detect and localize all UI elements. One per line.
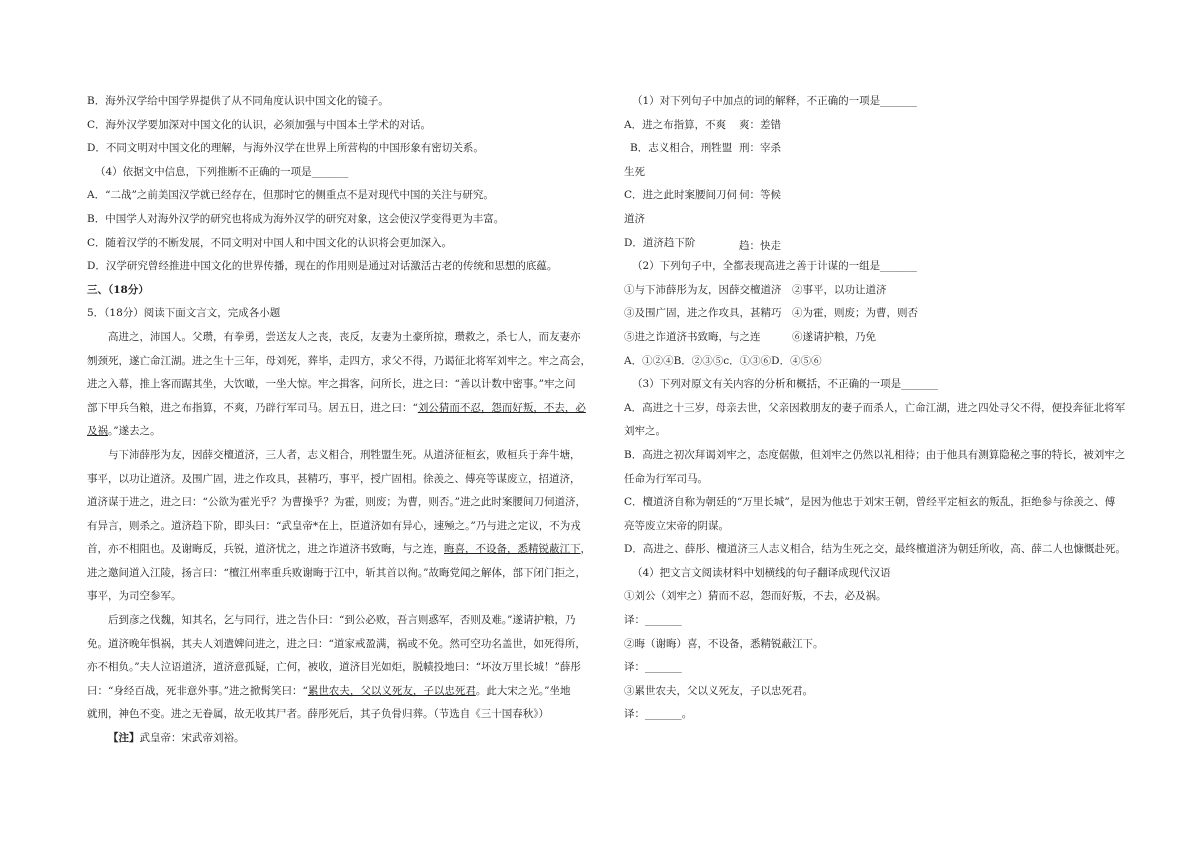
answer-blank: 译：_______。 [624, 708, 693, 721]
option-line: D．不同文明对中国文化的理解，与海外汉学在世界上所营构的中国形象有密切关系。 [87, 142, 484, 155]
option-line: A．“二战”之前美国汉学就已经存在，但那时它的侧重点不是对现代中国的关注与研究。 [87, 189, 494, 202]
question-stem: 5．（18分）阅读下面文言文，完成各小题 [87, 307, 281, 320]
option-line: ①与下沛薛彤为友，因薛交檀道济 ②事平，以功让道济 [624, 283, 887, 296]
option-line: 刘牢之。 [624, 425, 666, 438]
passage-line: 及祸。”遂去之。 [87, 425, 161, 438]
option-row: C．进之此时案腰间刀伺 伺：等候 [624, 189, 781, 202]
passage-line: 亦不相负。”夫人泣语道济，道济意孤疑，亡何，被收，道济目光如炬，脱帻投地曰：“坏汝万里长城！”薛彤 [87, 661, 581, 674]
option-row: A．进之布指算，不爽 爽：差错 [624, 118, 781, 131]
option-line: 亮等废立宋帝的阴谋。 [624, 519, 729, 532]
option-line: C．随着汉学的不断发展，不同文明对中国人和中国文化的认识将会更加深入。 [87, 236, 453, 249]
passage-line: 进之入幕，推上客而踞其坐，大饮噉，一坐大惊。牢之揖客，问所长，进之曰：“善以计数中密事。”牢之问 [87, 378, 576, 391]
option-line: C．檀道济自称为朝廷的“万里长城”，是因为他忠于刘宋王朝，曾经平定桓玄的叛乱，拒绝参与徐羡之、傅 [624, 496, 1116, 509]
passage-line: 后到彦之伐魏，知其名，乞与同行，进之告仆曰：“到公必败，吾言则惑军，否则及难。”遂请护粮，乃 [108, 614, 576, 627]
passage-line: 事平，以功让道济。及围广固，进之作攻具，甚精巧，事平，授广固相。徐羡之、傅亮等谋废立，招道济， [87, 472, 581, 485]
underlined-sentence: 刘公猜而不忍，怨而好叛，不去，必 [417, 401, 586, 414]
underlined-sentence: 累世农夫，父以义死友，子以忠死君 [307, 684, 476, 697]
option-row: 生死 [624, 165, 645, 178]
option-line: D．汉学研究曾经推进中国文化的世界传播，现在的作用则是通过对话激活古老的传统和思想的底蕴。 [87, 260, 558, 273]
right-column [624, 90, 1159, 727]
option-line: 任命为行军司马。 [624, 472, 708, 485]
option-line: D．高进之、薛彤、檀道济三人志义相合，结为生死之交，最终檀道济为朝廷所收，高、薛二人也慷慨赴死。 [624, 543, 1126, 556]
footnote: 【注】武皇帝：宋武帝刘裕。 [108, 732, 245, 745]
question-stem: （2）下列句子中，全都表现高进之善于计谋的一组是_______ [632, 260, 917, 273]
option-line: B．高进之初次拜谒刘牢之，态度倨傲，但刘牢之仍然以礼相待；由于他具有测算隐秘之事的特长，被刘牢之 [624, 448, 1126, 461]
section-heading: 三、（18分） [87, 283, 149, 296]
question-stem: （4）把文言文阅读材料中划横线的句子翻译成现代汉语 [632, 566, 891, 579]
passage-line: 与下沛薛彤为友，因薛交檀道济，三人者，志义相合，刑牲盟生死。从道济征桓玄，败桓兵于奔牛塘， [108, 448, 581, 461]
translation-sentence: ③累世农夫，父以义死友，子以忠死君。 [624, 684, 813, 697]
answer-blank: 译：_______ [624, 614, 682, 627]
passage-line: 高进之，沛国人。父瓒，有拳勇，尝送友人之丧，丧反，友妻为土豪所掠，瓒救之，杀七人，而友妻亦 [108, 330, 581, 343]
passage-line: 就刑，神色不变。进之无眷属，故无收其尸者。薛彤死后，其子负骨归葬。（节选自《三十国春秋》） [87, 708, 549, 721]
option-line: B．海外汉学给中国学界提供了从不同角度认识中国文化的镜子。 [87, 95, 389, 107]
option-row: D．道济趋下阶 趋：快走 [624, 236, 781, 252]
passage-line: 道济谋于进之，进之曰：“公欲为霍光乎？为曹操乎？为霍，则废；为曹，则否。”进之此时案腰间刀伺道济， [87, 496, 586, 509]
question-stem: （4）依据文中信息，下列推断不正确的一项是_______ [95, 165, 349, 178]
underlined-sentence: 晦喜，不设备，悉精锐蔽江下 [444, 543, 581, 556]
passage-line: 事平，为司空参军。 [87, 590, 182, 603]
option-row: 道济 [624, 212, 645, 225]
passage-line: 免。道济晚年惧祸，其夫人刘遣婢问进之，进之曰：“道家戒盈满，祸或不免。然可空功名盖世，如死得所， [87, 637, 586, 650]
option-line: ⑤进之诈道济书致晦，与之连 ⑥遂请护粮，乃免 [624, 330, 876, 343]
option-line: A．高进之十三岁，母亲去世，父亲因救朋友的妻子而杀人，亡命江湖，进之四处寻父不得，便投奔征北将军 [624, 401, 1126, 414]
option-line: C．海外汉学要加深对中国文化的认识，必须加强与中国本土学术的对话。 [87, 118, 432, 131]
passage-line: 有异言，则杀之。道济趋下阶，即头曰：“武皇帝*在上，臣道济如有异心，速殛之。”乃与进之定议，不为戎 [87, 519, 581, 532]
underlined-sentence: 及祸 [87, 425, 108, 438]
option-row: B．志义相合，刑牲盟 刑：宰杀 [630, 142, 781, 155]
answer-blank: 译：_______ [624, 661, 682, 674]
question-stem: （1）对下列句子中加点的词的解释，不正确的一项是_______ [632, 95, 917, 107]
option-line: B．中国学人对海外汉学的研究也将成为海外汉学的研究对象，这会使汉学变得更为丰富。 [87, 212, 505, 225]
question-stem: （3）下列对原文有关内容的分析和概括，不正确的一项是_______ [632, 378, 938, 391]
note-label: 【注】 [108, 732, 140, 745]
translation-sentence: ②晦（谢晦）喜，不设备，悉精锐蔽江下。 [624, 637, 824, 650]
passage-line: 首，亦不相阻也。及谢晦反，兵锐，道济忧之，进之诈道济书致晦，与之连，晦喜，不设备，悉精锐蔽江下， [87, 543, 591, 556]
passage-line: 进之邀间道入江陵，扬言曰：“檀江州率重兵败谢晦于江中，斩其首以徇。”故晦党闻之解体，部下闭门拒之， [87, 566, 586, 579]
passage-line: 曰：“身经百战，死非意外事。”进之掀髯笑曰：“累世农夫，父以义死友，子以忠死君。此大宋之光。”坐地 [87, 684, 571, 697]
translation-sentence: ①刘公（刘牢之）猜而不忍，怨而好叛，不去，必及祸。 [624, 590, 887, 603]
option-line: ③及围广固，进之作攻具，甚精巧 ④为霍，则废；为曹，则否 [624, 307, 918, 320]
passage-line: 部下甲兵刍粮，进之布指算，不爽，乃辟行军司马。居五日，进之曰：“刘公猜而不忍，怨而好叛，不去，必 [87, 401, 586, 414]
option-line: A．①②④B．②③⑤c．①③⑥D．④⑤⑥ [624, 354, 822, 367]
left-column [87, 90, 592, 751]
passage-line: 刎颈死，遂亡命江湖。进之生十三年，母刘死，葬毕，走四方，求父不得，乃谒征北将军刘牢之。牢之高会， [87, 354, 591, 367]
